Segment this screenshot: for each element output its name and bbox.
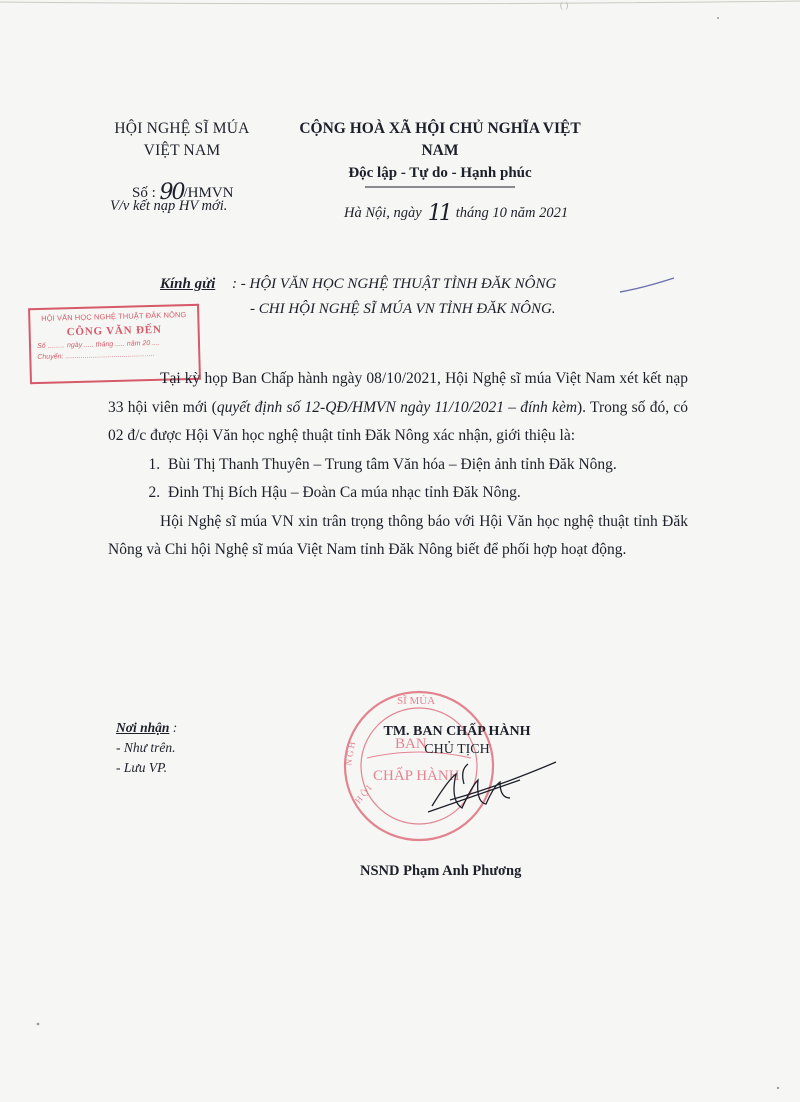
- handwritten-check-mark: [618, 276, 678, 296]
- seal-text-center: BAN: [395, 736, 427, 752]
- addressee-line-1: : - HỘI VĂN HỌC NGHỆ THUẬT TỈNH ĐĂK NÔNG: [232, 276, 557, 292]
- svg-text:H Ộ I: H Ộ I: [352, 783, 374, 806]
- svg-text:( ): ( ): [560, 0, 569, 10]
- list-item: 2. Đinh Thị Bích Hậu – Đoàn Ca múa nhạc tỉnh Đăk Nông.: [164, 479, 688, 508]
- date-line: [344, 198, 569, 226]
- docno-suffix: /HMVN: [183, 185, 234, 201]
- nation-title: CỘNG HOÀ XÃ HỘI CHỦ NGHĨA VIỆT NAM: [299, 120, 581, 159]
- date-prefix: Hà Nội, ngày: [344, 205, 422, 221]
- list-item: 1. Bùi Thị Thanh Thuyên – Trung tâm Văn hóa – Điện ảnh tỉnh Đăk Nông.: [164, 451, 688, 480]
- page-top-edge: [0, 0, 800, 16]
- signatory-name: NSND Phạm Anh Phương: [360, 863, 522, 879]
- stamp-forward-line: Chuyển: ..............................................: [37, 350, 155, 362]
- nation-motto: Độc lập - Tự do - Hạnh phúc: [348, 165, 532, 181]
- recipient-item: - Như trên.: [116, 740, 176, 755]
- body-paragraph-2: Hội Nghệ sĩ múa VN xin trân trọng thông báo với Hội Văn học nghệ thuật tỉnh Đăk Nông và Chi hội Nghệ sĩ múa Việt Nam tỉnh Đăk Nông biết để phối hợp hoạt động.: [108, 512, 688, 558]
- member-list: [108, 451, 688, 508]
- motto-underline: [365, 185, 515, 189]
- org-line-1: HỘI NGHỆ SĨ MÚA: [114, 120, 250, 137]
- signatory-position: CHỦ TỊCH: [424, 742, 490, 757]
- docno-prefix: Số :: [132, 185, 156, 201]
- stamp-number-line: Số ......... ngày ..... tháng ..... năm 20 ....: [36, 339, 161, 351]
- stamp-title: CÔNG VĂN ĐẾN: [66, 323, 162, 339]
- date-suffix: tháng 10 năm 2021: [455, 205, 569, 221]
- signatory-title: TM. BAN CHẤP HÀNH: [383, 724, 531, 739]
- seal-text-top: SĨ MÚA: [397, 695, 436, 707]
- letter-body: [108, 365, 688, 565]
- recipients-block: [116, 718, 177, 778]
- recipient-item: - Lưu VP.: [116, 760, 167, 775]
- recipients-heading: Nơi nhận :: [116, 720, 178, 735]
- handwritten-signature: [420, 750, 560, 830]
- docno-handwritten: 90: [159, 180, 184, 205]
- body-paragraph-1: Tại kỳ họp Ban Chấp hành ngày 08/10/2021, Hội Nghệ sĩ múa Việt Nam xét kết nạp 33 hội viên mới (quyết định số 12-QĐ/HMVN ngày 11/10/2021 – đính kèm). Trong số đó, có 02 đ/c được Hội Văn học nghệ thuật tỉnh Đăk Nông xác nhận, giới thiệu là:: [108, 370, 688, 444]
- seal-text-center-2: CHẤP HÀNH: [373, 768, 460, 784]
- date-day-handwritten: 11: [427, 201, 450, 226]
- svg-text:N G H: N G H: [343, 740, 358, 767]
- stamp-org: HỘI VĂN HỌC NGHỆ THUẬT ĐĂK NÔNG: [41, 310, 187, 323]
- issuing-organization: [112, 118, 252, 162]
- addressee-line-2: - CHI HỘI NGHỆ SĨ MÚA VN TỈNH ĐĂK NÔNG.: [250, 301, 556, 317]
- document-subject: V/v kết nạp HV mới.: [110, 198, 228, 214]
- national-header: [290, 118, 590, 189]
- addressee-label: Kính gửi: [160, 276, 216, 292]
- org-line-2: VIỆT NAM: [143, 142, 221, 159]
